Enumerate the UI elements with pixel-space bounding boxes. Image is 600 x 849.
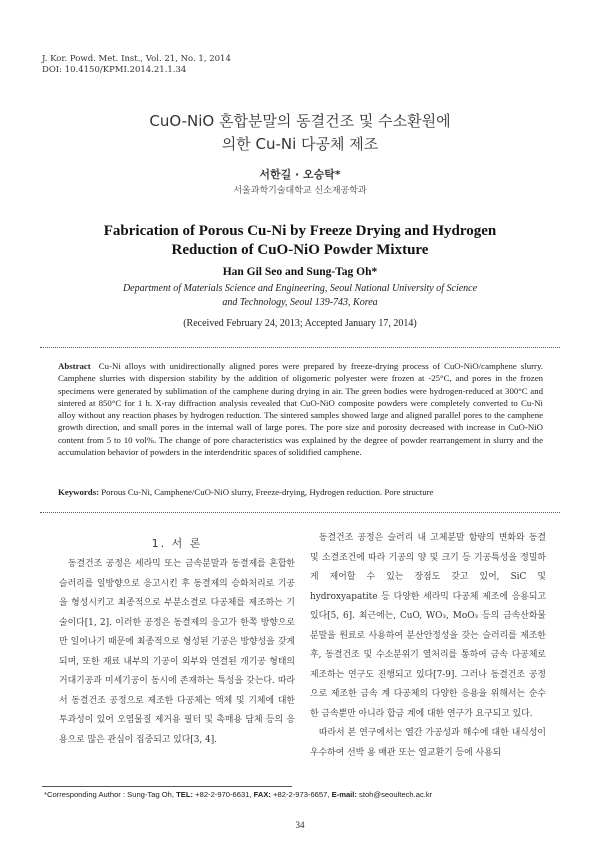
english-title [0, 222, 600, 260]
keywords-text: Porous Cu-Ni, Camphene/CuO-NiO slurry, Freeze-drying, Hydrogen reduction. Pore structure [101, 487, 434, 497]
footnote-author: *Corresponding Author : Sung-Tag Oh, [44, 790, 175, 799]
english-affiliation-line1: Department of Materials Science and Engineering, Seoul National University of Science [122, 283, 478, 294]
journal-doi: DOI: 10.4150/KPMI.2014.21.1.34 [42, 65, 187, 75]
abstract-label: Abstract [58, 361, 91, 371]
keywords-label: Keywords: [58, 487, 100, 497]
abstract-text: Cu-Ni alloys with unidirectionally aligned pores were prepared by freeze-drying process of CuO-NiO/camphene slurry. Camphene slurries with dispersion stability by the addition of oligomeric polyester were frozen at -25°C, and pores in the frozen specimens were generated by sublimation of the camphene during drying in air. The green bodies were hydrogen-reduced at 300°C and sintered at 850°C for 1 h. X-ray diffraction analysis revealed that CuO-NiO composite powders were completely converted to Cu-Ni alloy without any reaction phases by hydrogen reduction. The sintered samples showed large and aligned parallel pores to the camphene growth direction, and small pores in the internal wall of large pores. The pore size and porosity decreased with increase in CuO-NiO content from 5 to 10 vol%. The change of pore characteristics was explained by the degree of powder rearrangement in slurry and the accumulation behavior of powders in the interdendritic spaces of solidified camphene. [58, 361, 543, 458]
korean-title [0, 110, 600, 156]
footnote-divider [42, 786, 292, 787]
body-column-right [310, 529, 546, 763]
intro-paragraph-1: 동결건조 공정은 세라믹 또는 금속분말과 동결제를 혼합한 슬러리를 일방향으로 응고시킨 후 동결제의 승화처리로 기공을 형성시키고 최종적으로 부분소결로 다공체를 제조하는 기술이다[1, 2]. 이러한 공정은 동결제의 응고가 한쪽 방향으로만 일어나기 때문에 최종적으로 형성된 기공은 방향성을 갖게 되며, 또한 재료 내부의 기공이 외부와 연결된 개기공 형태의 거대기공과 미세기공이 동시에 존재하는 특성을 갖는다. 따라서 동결건조 공정으로 제조한 다공체는 액체 및 기체에 대한 투과성이 있어 오염물질 제거용 필터 및 촉매용 담체 등의 응용으로 많은 관심이 집중되고 있다[3, 4]. [59, 559, 295, 745]
footnote-email: stoh@seoultech.ac.kr [359, 790, 433, 799]
english-affiliation [0, 282, 600, 309]
keywords [58, 487, 543, 497]
footnote-tel-label: TEL: [176, 790, 194, 799]
corresponding-author-footnote [44, 790, 432, 799]
korean-title-line2: 의한 Cu-Ni 다공체 제조 [221, 135, 379, 153]
footnote-fax: +82-2-973-6657, [273, 790, 330, 799]
english-title-line2: Reduction of CuO-NiO Powder Mixture [171, 242, 429, 258]
abstract-top-divider [40, 347, 560, 348]
korean-title-line1: CuO-NiO 혼합분말의 동결건조 및 수소환원에 [149, 112, 451, 130]
korean-authors: 서한길 · 오승탁* [259, 168, 341, 181]
footnote-fax-label: FAX: [253, 790, 271, 799]
footnote-tel: +82-2-970-6631, [195, 790, 252, 799]
received-accepted-dates: (Received February 24, 2013; Accepted January 17, 2014) [183, 318, 417, 329]
body-column-left [59, 555, 295, 750]
footnote-email-label: E-mail: [331, 790, 357, 799]
english-title-line1: Fabrication of Porous Cu-Ni by Freeze Drying and Hydrogen [103, 223, 497, 239]
korean-affiliation: 서울과학기술대학교 신소재공학과 [233, 186, 367, 196]
page-number: 34 [295, 820, 305, 830]
english-affiliation-line2: and Technology, Seoul 139-743, Korea [222, 296, 378, 308]
english-authors: Han Gil Seo and Sung-Tag Oh* [222, 266, 378, 278]
journal-citation: J. Kor. Powd. Met. Inst., Vol. 21, No. 1, 2014 [42, 54, 231, 64]
intro-paragraph-3: 따라서 본 연구에서는 열간 가공성과 해수에 대한 내식성이 우수하여 선박 용 배관 또는 열교환기 등에 사용되 [310, 728, 546, 758]
intro-paragraph-2: 동결건조 공정은 슬러리 내 고체분말 함량의 변화와 동결 및 소결조건에 따라 기공의 양 및 크기 등 기공특성을 정밀하게 제어할 수 있는 장점도 갖고 있어, SiC 및 hydroxyapatite 등 다양한 세라믹 다공체 제조에 응용되고 있다[5, 6]. 최근에는, CuO, WO₃, MoO₃ 등의 금속산화물 분말을 원료로 사용하여 분산안정성을 갖는 슬러리를 제조한 후, 동결건조 및 수소분위기 열처리를 통하여 금속 다공체로 제조하는 연구도 진행되고 있다[7-9]. 그러나 동결건조 공정으로 제조한 금속 계 다공체의 다양한 응용을 위해서는 순수한 금속뿐만 아니라 합금 계에 대한 연구가 요구되고 있다. [310, 533, 546, 719]
abstract [58, 360, 543, 458]
section-heading-introduction: 1. 서 론 [151, 537, 203, 550]
journal-header [42, 54, 231, 76]
abstract-bottom-divider [40, 512, 560, 513]
